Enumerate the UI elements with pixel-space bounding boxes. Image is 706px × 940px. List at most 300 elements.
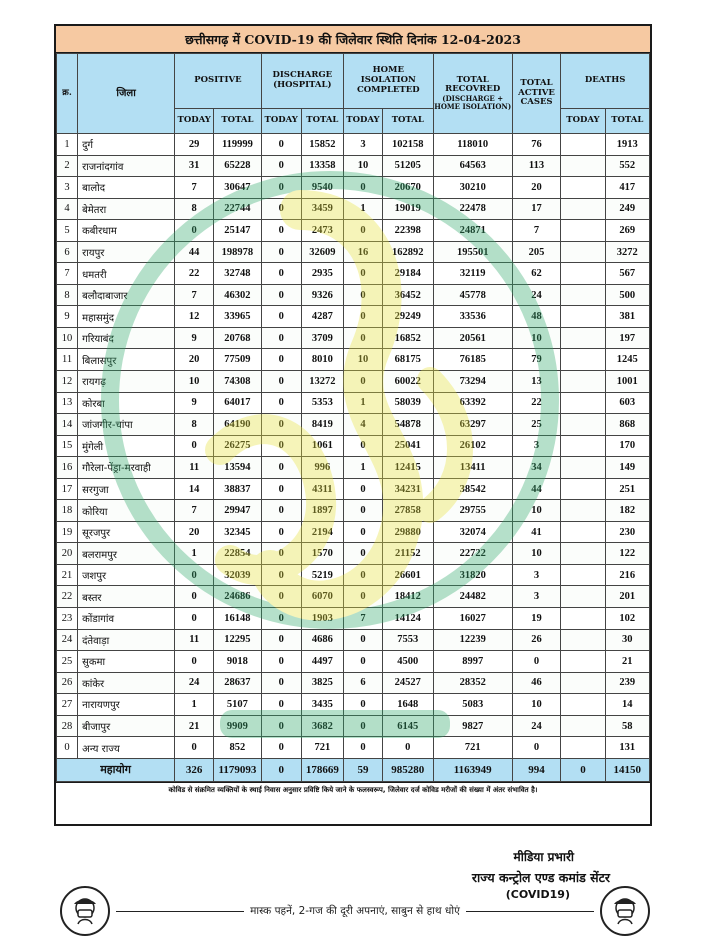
cell-hi-today: 3 (343, 134, 382, 156)
cell-pos-today: 10 (175, 371, 214, 393)
cell-district: कोरबा (78, 392, 175, 414)
cell-district: दुर्ग (78, 134, 175, 156)
cell-dis-total: 2935 (301, 263, 343, 285)
cell-death-today (561, 629, 605, 651)
cell-recovered: 28352 (433, 672, 512, 694)
cell-pos-total: 32748 (214, 263, 261, 285)
cell-hi-today: 6 (343, 672, 382, 694)
table-row (57, 327, 650, 349)
cell-hi-total: 36452 (382, 284, 433, 306)
cell-hi-today: 0 (343, 500, 382, 522)
cell-active: 20 (512, 177, 561, 199)
signoff-office: राज्य कन्ट्रोल एण्ड कमांड सेंटर (471, 870, 610, 885)
cell-pos-today: 1 (175, 543, 214, 565)
cell-hi-total: 27858 (382, 500, 433, 522)
cell-pos-total: 64017 (214, 392, 261, 414)
cell-hi-today: 0 (343, 220, 382, 242)
cell-hi-total: 54878 (382, 414, 433, 436)
cell-hi-total: 1648 (382, 694, 433, 716)
cell-dis-today: 0 (261, 414, 301, 436)
header-total: TOTAL (382, 109, 433, 134)
cell-active: 10 (512, 327, 561, 349)
cell-district: बिलासपुर (78, 349, 175, 371)
cell-recovered: 9827 (433, 715, 512, 737)
cell-dis-total: 15852 (301, 134, 343, 156)
table-row (57, 284, 650, 306)
cell-death-today (561, 586, 605, 608)
table-row (57, 629, 650, 651)
cell-death-total: 170 (605, 435, 649, 457)
cell-recovered: 32074 (433, 521, 512, 543)
table-row (57, 651, 650, 673)
header-total-recovered-sub: (DISCHARGE + HOME ISOLATION) (434, 94, 512, 112)
cell-hi-today: 0 (343, 284, 382, 306)
cell-death-today (561, 543, 605, 565)
cell-district: बलरामपुर (78, 543, 175, 565)
table-row (57, 694, 650, 716)
cell-pos-total: 46302 (214, 284, 261, 306)
cell-pos-today: 8 (175, 414, 214, 436)
cell-death-today (561, 564, 605, 586)
cell-recovered: 76185 (433, 349, 512, 371)
cell-district: सूरजपुर (78, 521, 175, 543)
cell-pos-total: 198978 (214, 241, 261, 263)
mask-face-icon (60, 886, 110, 936)
cell-pos-total: 20768 (214, 327, 261, 349)
cell-pos-today: 9 (175, 392, 214, 414)
cell-dis-total: 5353 (301, 392, 343, 414)
cell-sr: 18 (57, 500, 78, 522)
table-row (57, 715, 650, 737)
cell-death-total: 58 (605, 715, 649, 737)
table-row (57, 134, 650, 156)
cell-pos-today: 12 (175, 306, 214, 328)
footnote: कोविड से संक्रमित व्यक्तियों के स्थाई निवास अनुसार प्रविष्टि किये जाने के फलस्वरूप, जिलेवार दर्ज कोविड मरीजों की संख्या में अंतर संभावित है। (56, 782, 650, 795)
cell-dis-today: 0 (261, 241, 301, 263)
slogan-row (60, 886, 650, 936)
cell-hi-total: 6145 (382, 715, 433, 737)
cell-active: 79 (512, 349, 561, 371)
cell-active: 3 (512, 435, 561, 457)
cell-hi-today: 0 (343, 263, 382, 285)
cell-district: मुंगेली (78, 435, 175, 457)
cell-dis-total: 9326 (301, 284, 343, 306)
cell-pos-total: 65228 (214, 155, 261, 177)
cell-sr: 2 (57, 155, 78, 177)
total-dis-today: 0 (261, 758, 301, 781)
cell-active: 10 (512, 543, 561, 565)
cell-death-total: 197 (605, 327, 649, 349)
cell-district: रायगढ़ (78, 371, 175, 393)
cell-hi-total: 102158 (382, 134, 433, 156)
cell-recovered: 195501 (433, 241, 512, 263)
cell-sr: 24 (57, 629, 78, 651)
totals-row (57, 758, 650, 781)
cell-pos-today: 0 (175, 564, 214, 586)
cell-dis-total: 8010 (301, 349, 343, 371)
cell-death-total: 381 (605, 306, 649, 328)
cell-dis-today: 0 (261, 500, 301, 522)
cell-district: सुकमा (78, 651, 175, 673)
cell-pos-today: 7 (175, 500, 214, 522)
cell-hi-total: 25041 (382, 435, 433, 457)
cell-hi-today: 7 (343, 608, 382, 630)
cell-hi-today: 0 (343, 651, 382, 673)
cell-dis-today: 0 (261, 737, 301, 759)
table-row (57, 220, 650, 242)
cell-dis-today: 0 (261, 694, 301, 716)
cell-dis-today: 0 (261, 715, 301, 737)
cell-active: 205 (512, 241, 561, 263)
cell-death-total: 14 (605, 694, 649, 716)
cell-pos-total: 22854 (214, 543, 261, 565)
cell-sr: 28 (57, 715, 78, 737)
cell-death-today (561, 715, 605, 737)
cell-hi-total: 34231 (382, 478, 433, 500)
total-hi-total: 985280 (382, 758, 433, 781)
cell-death-total: 30 (605, 629, 649, 651)
cell-district: अन्य राज्य (78, 737, 175, 759)
cell-pos-today: 21 (175, 715, 214, 737)
cell-recovered: 12239 (433, 629, 512, 651)
cell-pos-today: 20 (175, 521, 214, 543)
cell-hi-today: 0 (343, 327, 382, 349)
header-deaths: DEATHS (561, 54, 650, 109)
cell-district: बेमेतरा (78, 198, 175, 220)
cell-district: दंतेवाड़ा (78, 629, 175, 651)
table-row (57, 478, 650, 500)
cell-dis-today: 0 (261, 177, 301, 199)
cell-active: 76 (512, 134, 561, 156)
cell-pos-total: 32039 (214, 564, 261, 586)
cell-death-total: 182 (605, 500, 649, 522)
cell-death-total: 552 (605, 155, 649, 177)
cell-death-today (561, 349, 605, 371)
cell-dis-total: 1570 (301, 543, 343, 565)
cell-dis-total: 4686 (301, 629, 343, 651)
cell-hi-total: 29249 (382, 306, 433, 328)
cell-active: 17 (512, 198, 561, 220)
cell-hi-today: 0 (343, 586, 382, 608)
cell-hi-today: 0 (343, 177, 382, 199)
cell-recovered: 32119 (433, 263, 512, 285)
cell-death-today (561, 177, 605, 199)
table-row (57, 306, 650, 328)
cell-pos-today: 11 (175, 457, 214, 479)
cell-hi-total: 0 (382, 737, 433, 759)
cell-district: रायपुर (78, 241, 175, 263)
report-title: छत्तीसगढ़ में COVID-19 की जिलेवार स्थिति दिनांक 12-04-2023 (56, 26, 650, 53)
cell-death-total: 1001 (605, 371, 649, 393)
cell-pos-today: 9 (175, 327, 214, 349)
cell-sr: 13 (57, 392, 78, 414)
cell-district: महासमुंद (78, 306, 175, 328)
cell-death-today (561, 414, 605, 436)
cell-hi-total: 162892 (382, 241, 433, 263)
cell-dis-today: 0 (261, 672, 301, 694)
cell-dis-total: 5219 (301, 564, 343, 586)
cell-recovered: 721 (433, 737, 512, 759)
cell-hi-total: 18412 (382, 586, 433, 608)
cell-district: कोंडागांव (78, 608, 175, 630)
cell-death-today (561, 155, 605, 177)
cell-hi-total: 24527 (382, 672, 433, 694)
cell-death-total: 122 (605, 543, 649, 565)
cell-hi-total: 20670 (382, 177, 433, 199)
cell-hi-today: 0 (343, 371, 382, 393)
cell-death-total: 500 (605, 284, 649, 306)
cell-recovered: 33536 (433, 306, 512, 328)
cell-death-today (561, 694, 605, 716)
table-row (57, 177, 650, 199)
cell-dis-today: 0 (261, 134, 301, 156)
cell-hi-total: 29184 (382, 263, 433, 285)
cell-hi-today: 4 (343, 414, 382, 436)
header-total: TOTAL (214, 109, 261, 134)
cell-pos-total: 77509 (214, 349, 261, 371)
cell-pos-total: 74308 (214, 371, 261, 393)
cell-recovered: 24482 (433, 586, 512, 608)
cell-active: 25 (512, 414, 561, 436)
cell-pos-today: 24 (175, 672, 214, 694)
cell-death-total: 21 (605, 651, 649, 673)
cell-dis-today: 0 (261, 457, 301, 479)
table-row (57, 371, 650, 393)
cell-hi-total: 22398 (382, 220, 433, 242)
table-row (57, 737, 650, 759)
cell-pos-today: 14 (175, 478, 214, 500)
header-total-recovered (433, 54, 512, 134)
cell-district: गौरेला-पेंड्रा-मरवाही (78, 457, 175, 479)
cell-pos-total: 12295 (214, 629, 261, 651)
cell-sr: 20 (57, 543, 78, 565)
cell-hi-today: 0 (343, 564, 382, 586)
cell-death-total: 868 (605, 414, 649, 436)
cell-hi-total: 4500 (382, 651, 433, 673)
cell-sr: 22 (57, 586, 78, 608)
table-row (57, 349, 650, 371)
header-today: TODAY (175, 109, 214, 134)
cell-death-today (561, 651, 605, 673)
cell-dis-total: 4311 (301, 478, 343, 500)
cell-death-total: 417 (605, 177, 649, 199)
cell-dis-total: 13358 (301, 155, 343, 177)
header-today: TODAY (261, 109, 301, 134)
cell-hi-total: 7553 (382, 629, 433, 651)
cell-district: बलौदाबाजार (78, 284, 175, 306)
cell-active: 34 (512, 457, 561, 479)
cell-pos-today: 0 (175, 608, 214, 630)
slogan-line (110, 904, 600, 918)
cell-recovered: 22478 (433, 198, 512, 220)
cell-active: 44 (512, 478, 561, 500)
cell-death-total: 201 (605, 586, 649, 608)
signoff-designation: मीडिया प्रभारी (513, 850, 574, 864)
cell-death-today (561, 134, 605, 156)
cell-hi-total: 19019 (382, 198, 433, 220)
total-hi-today: 59 (343, 758, 382, 781)
cell-sr: 26 (57, 672, 78, 694)
cell-pos-total: 38837 (214, 478, 261, 500)
header-home-isolation: HOME ISOLATION COMPLETED (343, 54, 433, 109)
cell-sr: 15 (57, 435, 78, 457)
cell-dis-today: 0 (261, 478, 301, 500)
cell-sr: 27 (57, 694, 78, 716)
cell-hi-today: 0 (343, 521, 382, 543)
cell-recovered: 24871 (433, 220, 512, 242)
cell-dis-total: 1903 (301, 608, 343, 630)
cell-dis-total: 9540 (301, 177, 343, 199)
cell-death-today (561, 284, 605, 306)
cell-death-total: 567 (605, 263, 649, 285)
cell-death-total: 3272 (605, 241, 649, 263)
cell-pos-total: 26275 (214, 435, 261, 457)
cell-sr: 12 (57, 371, 78, 393)
cell-sr: 17 (57, 478, 78, 500)
total-dis-total: 178669 (301, 758, 343, 781)
cell-active: 113 (512, 155, 561, 177)
cell-death-today (561, 521, 605, 543)
cell-sr: 21 (57, 564, 78, 586)
cell-active: 0 (512, 737, 561, 759)
cell-dis-today: 0 (261, 220, 301, 242)
cell-hi-total: 58039 (382, 392, 433, 414)
totals-label: महायोग (57, 758, 175, 781)
total-pos-today: 326 (175, 758, 214, 781)
cell-hi-today: 16 (343, 241, 382, 263)
cell-dis-total: 2194 (301, 521, 343, 543)
table-row (57, 672, 650, 694)
cell-death-total: 603 (605, 392, 649, 414)
header-today: TODAY (561, 109, 605, 134)
cell-dis-today: 0 (261, 349, 301, 371)
cell-dis-total: 2473 (301, 220, 343, 242)
cell-hi-today: 10 (343, 155, 382, 177)
cell-pos-today: 44 (175, 241, 214, 263)
cell-death-today (561, 241, 605, 263)
cell-dis-total: 1897 (301, 500, 343, 522)
cell-sr: 8 (57, 284, 78, 306)
cell-active: 48 (512, 306, 561, 328)
cell-dis-today: 0 (261, 521, 301, 543)
cell-hi-total: 21152 (382, 543, 433, 565)
cell-active: 26 (512, 629, 561, 651)
cell-pos-total: 852 (214, 737, 261, 759)
total-death-today: 0 (561, 758, 605, 781)
cell-hi-total: 51205 (382, 155, 433, 177)
cell-active: 62 (512, 263, 561, 285)
cell-pos-total: 25147 (214, 220, 261, 242)
cell-recovered: 64563 (433, 155, 512, 177)
cell-hi-total: 16852 (382, 327, 433, 349)
cell-hi-today: 0 (343, 715, 382, 737)
cell-hi-today: 1 (343, 198, 382, 220)
table-row (57, 435, 650, 457)
table-body (57, 134, 650, 759)
cell-dis-total: 4287 (301, 306, 343, 328)
cell-pos-today: 7 (175, 284, 214, 306)
cell-recovered: 8997 (433, 651, 512, 673)
header-total: TOTAL (301, 109, 343, 134)
covid-status-sheet (54, 24, 652, 826)
cell-active: 3 (512, 564, 561, 586)
cell-hi-total: 60022 (382, 371, 433, 393)
cell-dis-total: 721 (301, 737, 343, 759)
cell-sr: 1 (57, 134, 78, 156)
cell-pos-today: 1 (175, 694, 214, 716)
cell-pos-total: 32345 (214, 521, 261, 543)
cell-dis-today: 0 (261, 629, 301, 651)
cell-sr: 5 (57, 220, 78, 242)
cell-death-today (561, 263, 605, 285)
cell-district: जशपुर (78, 564, 175, 586)
mask-face-icon (600, 886, 650, 936)
cell-dis-today: 0 (261, 543, 301, 565)
cell-district: राजनांदगांव (78, 155, 175, 177)
table-row (57, 586, 650, 608)
cell-sr: 4 (57, 198, 78, 220)
district-status-table (56, 53, 650, 782)
cell-pos-total: 9018 (214, 651, 261, 673)
table-row (57, 414, 650, 436)
cell-dis-total: 1061 (301, 435, 343, 457)
table-row (57, 500, 650, 522)
cell-sr: 11 (57, 349, 78, 371)
cell-death-today (561, 371, 605, 393)
header-district: जिला (78, 54, 175, 134)
cell-pos-today: 0 (175, 220, 214, 242)
cell-recovered: 16027 (433, 608, 512, 630)
cell-death-today (561, 500, 605, 522)
cell-hi-total: 12415 (382, 457, 433, 479)
cell-dis-today: 0 (261, 263, 301, 285)
header-total: TOTAL (605, 109, 649, 134)
cell-dis-today: 0 (261, 435, 301, 457)
cell-dis-total: 3825 (301, 672, 343, 694)
cell-pos-total: 33965 (214, 306, 261, 328)
cell-death-today (561, 327, 605, 349)
cell-hi-today: 0 (343, 629, 382, 651)
cell-district: बालोद (78, 177, 175, 199)
cell-district: धमतरी (78, 263, 175, 285)
cell-death-total: 102 (605, 608, 649, 630)
cell-district: जांजगीर-चांपा (78, 414, 175, 436)
cell-active: 13 (512, 371, 561, 393)
cell-hi-total: 68175 (382, 349, 433, 371)
cell-recovered: 30210 (433, 177, 512, 199)
cell-pos-total: 16148 (214, 608, 261, 630)
cell-sr: 25 (57, 651, 78, 673)
cell-hi-today: 1 (343, 392, 382, 414)
cell-death-total: 230 (605, 521, 649, 543)
cell-dis-today: 0 (261, 586, 301, 608)
cell-active: 3 (512, 586, 561, 608)
cell-active: 22 (512, 392, 561, 414)
table-row (57, 543, 650, 565)
cell-pos-total: 29947 (214, 500, 261, 522)
cell-district: गरियाबंद (78, 327, 175, 349)
cell-death-total: 269 (605, 220, 649, 242)
cell-dis-total: 13272 (301, 371, 343, 393)
cell-pos-total: 64190 (214, 414, 261, 436)
cell-dis-today: 0 (261, 284, 301, 306)
cell-pos-today: 0 (175, 651, 214, 673)
cell-death-today (561, 457, 605, 479)
cell-recovered: 20561 (433, 327, 512, 349)
cell-pos-total: 28637 (214, 672, 261, 694)
table-row (57, 457, 650, 479)
header-positive: POSITIVE (175, 54, 262, 109)
